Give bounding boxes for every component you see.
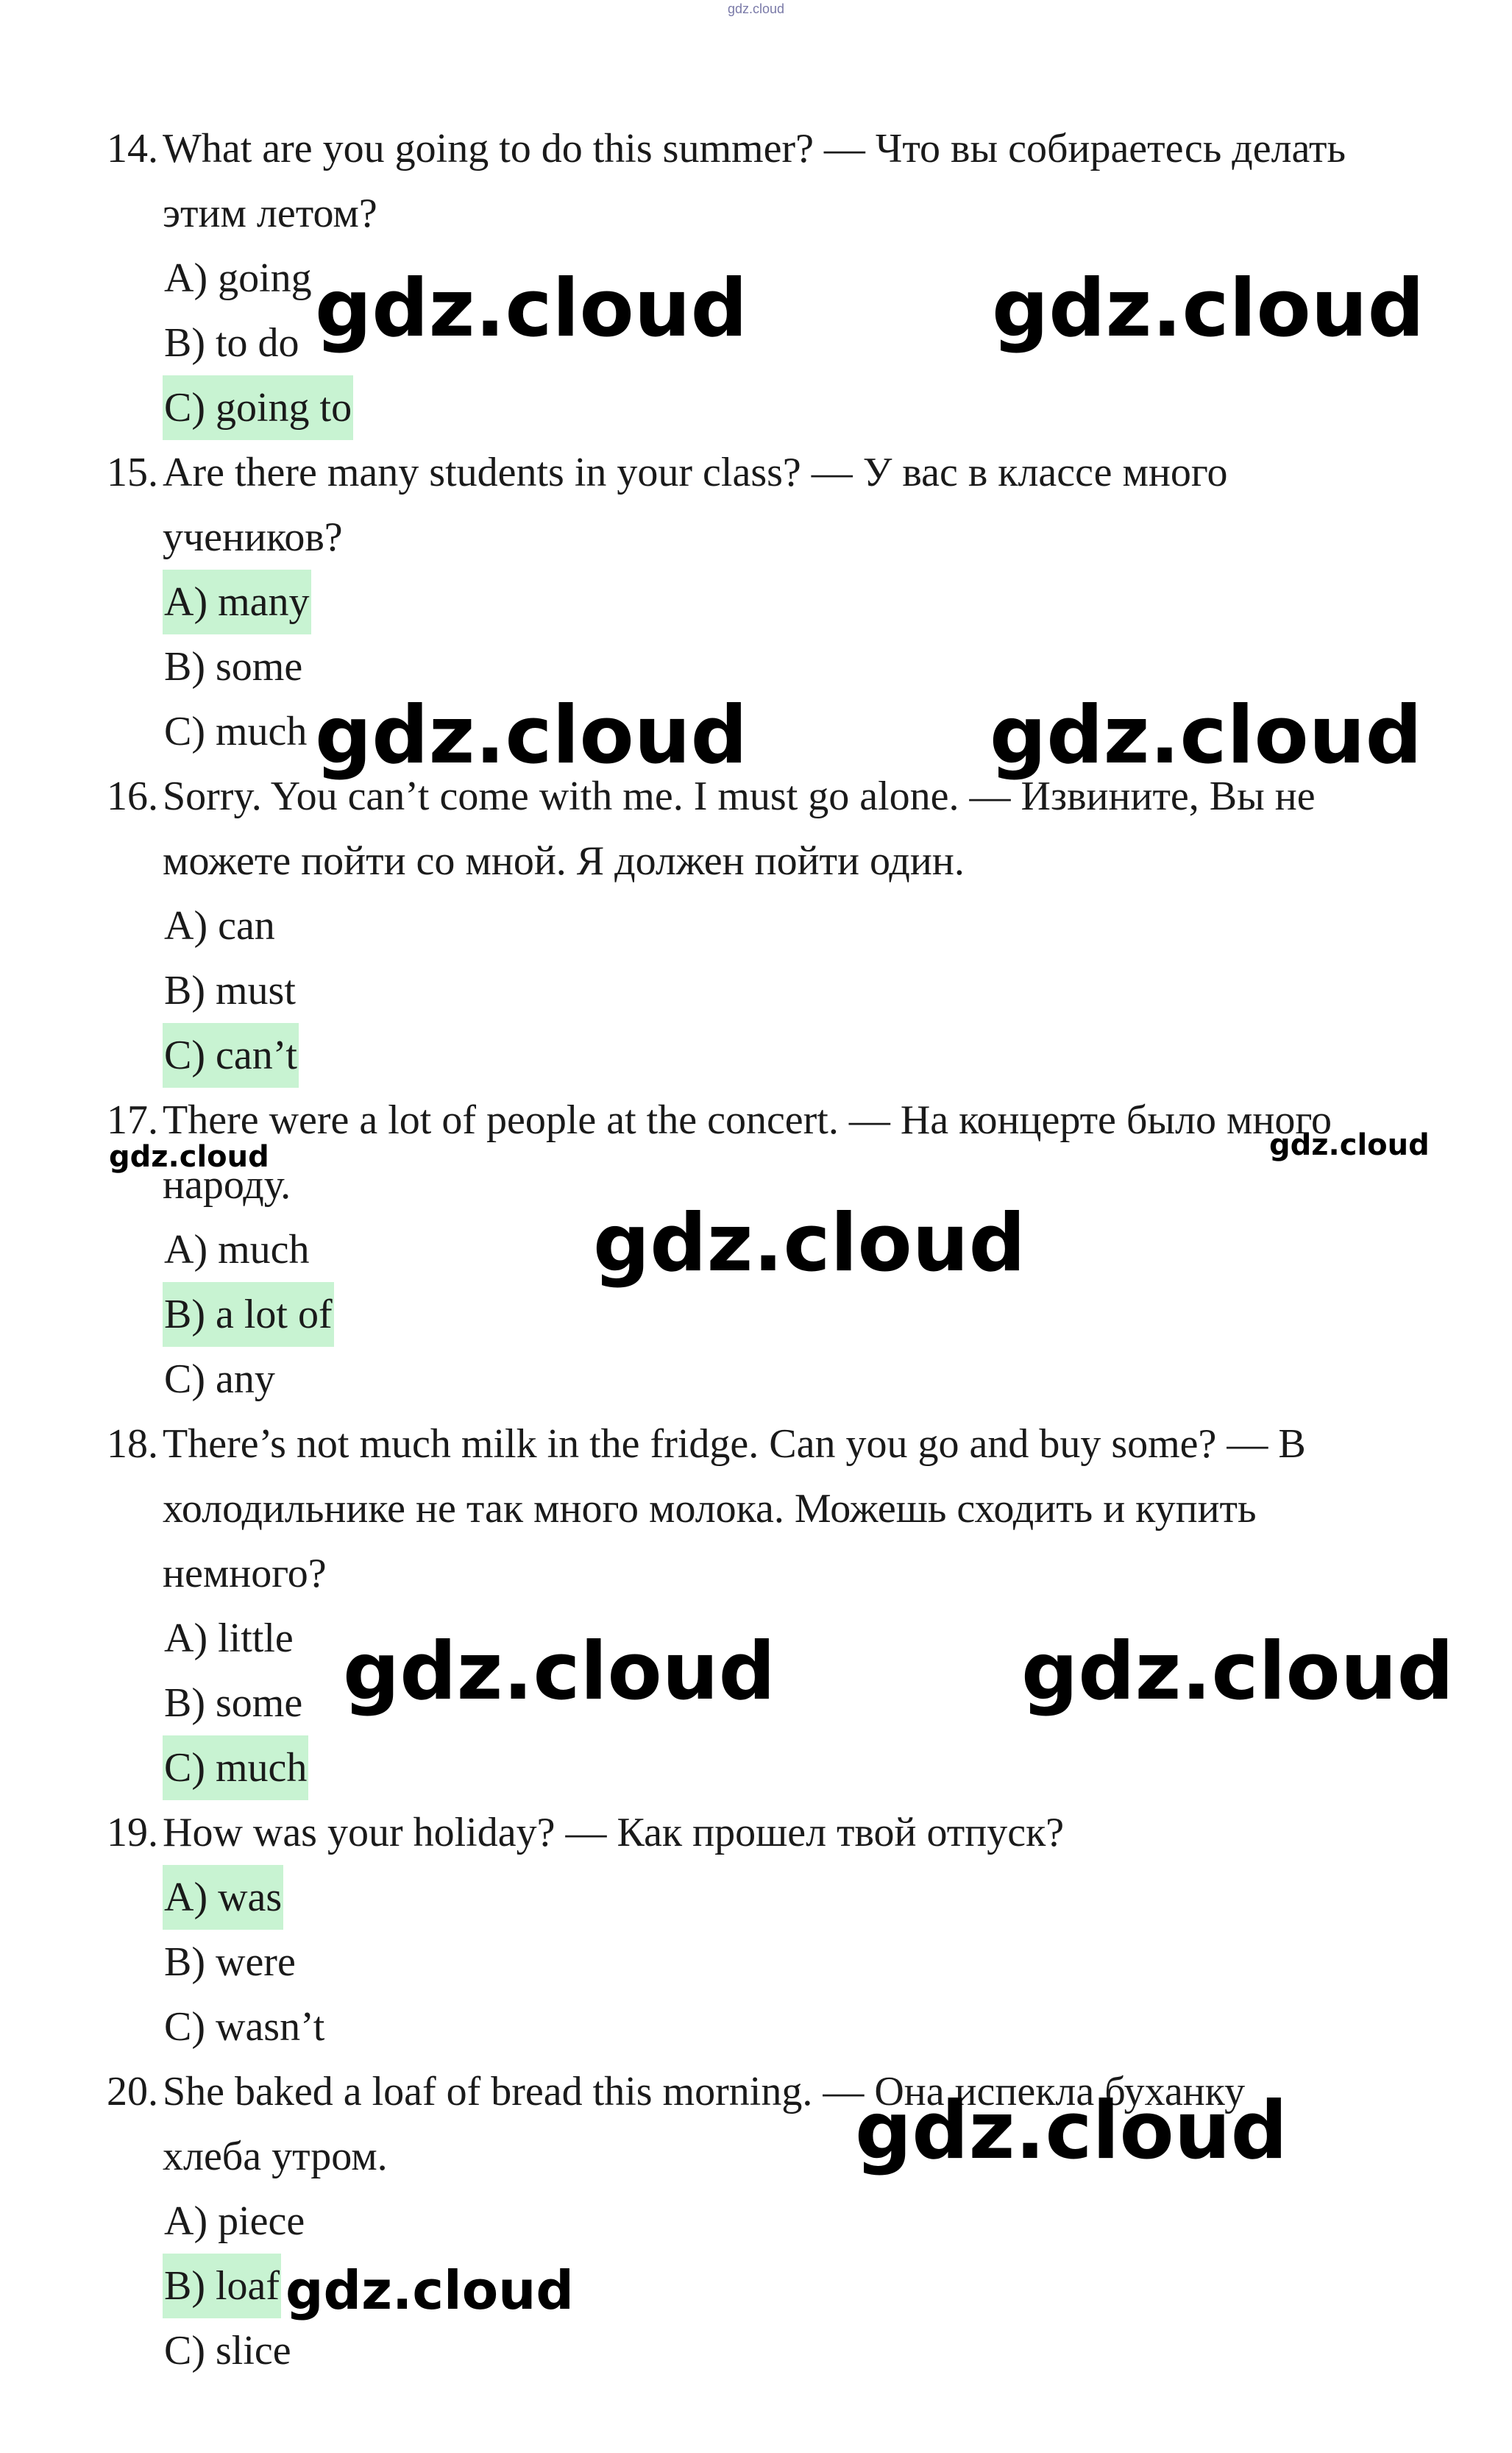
question-text-continued: хлеба утром.: [163, 2134, 388, 2179]
option-c-correct[interactable]: C) much: [163, 1735, 308, 1800]
watermark: gdz.cloud: [1021, 1626, 1454, 1718]
question-line: [0, 829, 1512, 893]
question-text: She baked a loaf of bread this morning. — Она испекла буханку: [163, 2069, 1246, 2114]
header-watermark: gdz.cloud: [727, 1, 785, 16]
question-text-continued: немного?: [163, 1551, 327, 1596]
answer-option[interactable]: [0, 1023, 1512, 1088]
question-number: 19.: [107, 1810, 158, 1855]
answer-option[interactable]: [0, 1930, 1512, 1994]
question-line: [0, 440, 1512, 505]
question-number: 15.: [107, 450, 158, 495]
answer-option[interactable]: [0, 375, 1512, 440]
question-text-continued: холодильнике не так много молока. Можешь сходить и купить: [163, 1486, 1257, 1532]
answer-option[interactable]: [0, 1347, 1512, 1412]
question-line: [0, 1541, 1512, 1606]
question-text: Sorry. You can’t come with me. I must go alone. — Извините, Вы не: [163, 774, 1316, 819]
answer-option[interactable]: [0, 570, 1512, 634]
option-a[interactable]: A) much: [164, 1227, 310, 1272]
question-text-continued: народу.: [163, 1162, 291, 1208]
question-number: 14.: [107, 126, 158, 171]
option-c[interactable]: C) wasn’t: [164, 2004, 325, 2050]
answer-option[interactable]: [0, 958, 1512, 1023]
watermark: gdz.cloud: [315, 690, 748, 782]
option-a[interactable]: A) little: [164, 1615, 294, 1661]
answer-option[interactable]: [0, 2189, 1512, 2254]
answer-option[interactable]: [0, 1865, 1512, 1930]
option-b[interactable]: B) were: [164, 1939, 296, 1985]
question-line: [0, 1800, 1512, 1865]
option-b-correct[interactable]: B) loaf: [163, 2254, 281, 2318]
option-a-correct[interactable]: A) many: [163, 570, 311, 634]
option-a[interactable]: A) piece: [164, 2198, 305, 2244]
watermark: gdz.cloud: [990, 690, 1422, 782]
watermark: gdz.cloud: [109, 1140, 269, 1174]
question-text: What are you going to do this summer? — Что вы собираетесь делать: [163, 126, 1346, 171]
question-18: [0, 1412, 1512, 1800]
option-b-correct[interactable]: B) a lot of: [163, 1282, 334, 1347]
question-number: 16.: [107, 774, 158, 819]
answer-option[interactable]: [0, 893, 1512, 958]
watermark: gdz.cloud: [855, 2085, 1288, 2177]
question-text: There’s not much milk in the fridge. Can you go and buy some? — В: [163, 1421, 1306, 1467]
answer-option[interactable]: [0, 1994, 1512, 2059]
answer-option[interactable]: [0, 1282, 1512, 1347]
option-c[interactable]: C) slice: [164, 2328, 291, 2374]
question-text: There were a lot of people at the concert. — На концерте было много: [163, 1097, 1332, 1143]
question-line: [0, 1412, 1512, 1476]
option-c-correct[interactable]: C) can’t: [163, 1023, 299, 1088]
watermark: gdz.cloud: [992, 263, 1424, 355]
watermark: gdz.cloud: [315, 263, 748, 355]
question-19: [0, 1800, 1512, 2059]
option-c[interactable]: C) any: [164, 1356, 275, 1402]
option-b[interactable]: B) to do: [164, 320, 299, 366]
question-number: 18.: [107, 1421, 158, 1467]
watermark: gdz.cloud: [285, 2259, 574, 2321]
question-text: Are there many students in your class? — У вас в классе много: [163, 450, 1228, 495]
option-a-correct[interactable]: A) was: [163, 1865, 283, 1930]
question-number: 17.: [107, 1097, 158, 1143]
option-b[interactable]: B) some: [164, 644, 303, 690]
option-b[interactable]: B) some: [164, 1680, 303, 1726]
option-a[interactable]: A) going: [164, 255, 312, 301]
question-line: [0, 505, 1512, 570]
option-c[interactable]: C) much: [164, 709, 308, 754]
question-number: 20.: [107, 2069, 158, 2114]
watermark: gdz.cloud: [1269, 1128, 1430, 1162]
answer-option[interactable]: [0, 2318, 1512, 2383]
watermark: gdz.cloud: [593, 1197, 1026, 1289]
option-b[interactable]: B) must: [164, 968, 296, 1013]
answer-option[interactable]: [0, 1735, 1512, 1800]
question-text-continued: можете пойти со мной. Я должен пойти один.: [163, 838, 965, 884]
question-line: [0, 1476, 1512, 1541]
question-text-continued: учеников?: [163, 514, 343, 560]
question-line: [0, 116, 1512, 181]
question-line: [0, 181, 1512, 246]
question-text-continued: этим летом?: [163, 191, 377, 236]
option-a[interactable]: A) can: [164, 903, 275, 949]
question-16: [0, 764, 1512, 1088]
watermark: gdz.cloud: [343, 1626, 775, 1718]
answer-option[interactable]: [0, 2254, 1512, 2321]
option-c-correct[interactable]: C) going to: [163, 375, 353, 440]
question-text: How was your holiday? — Как прошел твой отпуск?: [163, 1810, 1065, 1855]
